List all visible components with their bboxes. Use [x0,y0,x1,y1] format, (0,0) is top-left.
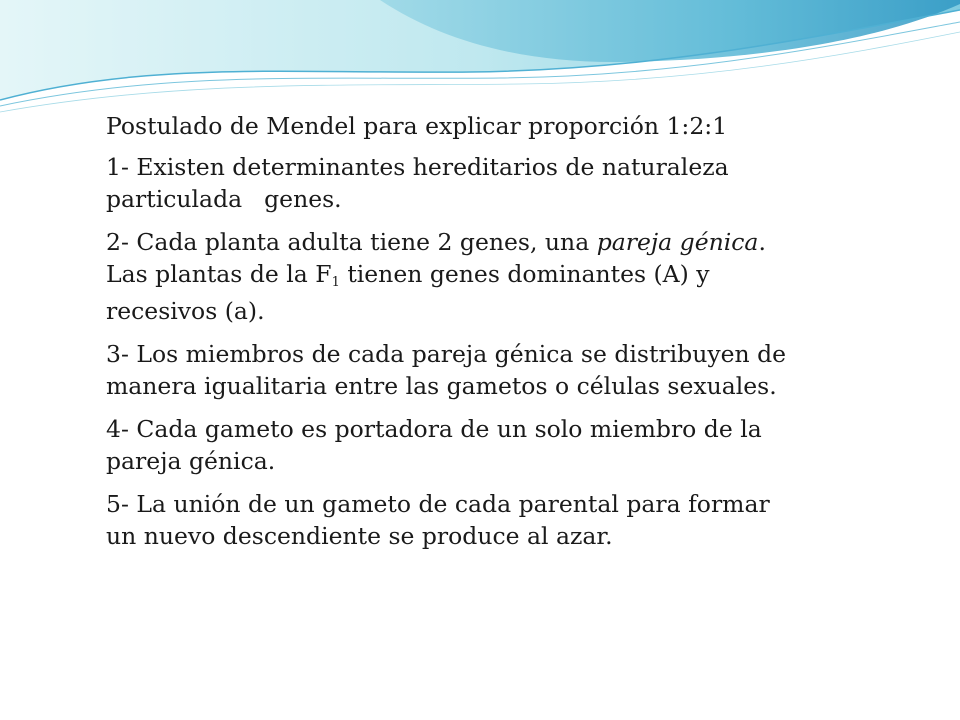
postulate-3-line-a: 3- Los miembros de cada pareja génica se distribuyen de [106,340,787,368]
postulate-2-text-a: 2- Cada planta adulta tiene 2 genes, una [106,228,597,256]
slide-title: Postulado de Mendel para explicar proporción 1:2:1 [106,112,728,140]
postulate-2-text-b: . [758,228,766,256]
postulate-1 [106,151,826,215]
postulate-5-line-b: un nuevo descendiente se produce al azar. [106,522,613,550]
postulate-3-line-b: manera igualitaria entre las gametos o células sexuales. [106,372,777,400]
postulate-4-line-a: 4- Cada gameto es portadora de un solo miembro de la [106,415,762,443]
postulate-1-line-a: 1- Existen determinantes hereditarios de naturaleza [106,153,729,181]
slide-body [106,110,826,563]
postulate-2-text-c: Las plantas de la F [106,260,332,288]
postulate-2-text-e: recesivos (a). [106,297,265,325]
postulate-2-emphasis: pareja génica [596,228,759,256]
postulate-5 [106,488,826,552]
postulate-4 [106,413,826,477]
header-wave-decoration [0,0,960,120]
postulate-1-line-b: particulada [106,185,243,213]
postulate-2 [106,226,826,327]
postulate-5-line-a: 5- La unión de un gameto de cada parental para formar [106,490,770,518]
postulate-3 [106,338,826,402]
postulate-2-subscript: 1 [331,275,340,290]
postulate-4-line-b: pareja génica. [106,447,276,475]
postulate-2-text-d: tienen genes dominantes (A) y [339,260,710,288]
postulate-1-line-c: genes. [264,185,342,213]
